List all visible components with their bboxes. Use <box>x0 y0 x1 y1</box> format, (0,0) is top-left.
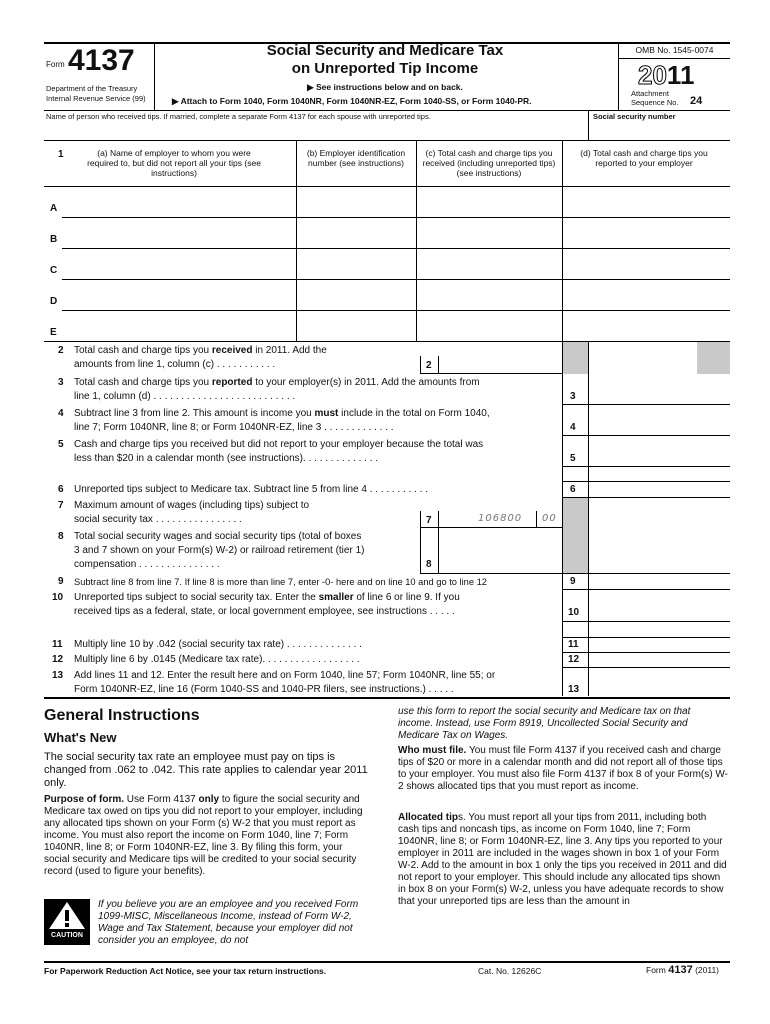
row-b-rule <box>62 248 730 249</box>
line-7-number: 7 <box>58 500 64 511</box>
col-c-header: (c) Total cash and charge tips you received (including unreported tips) (see instructions) <box>422 148 556 178</box>
row-a-employer-input[interactable] <box>66 201 294 215</box>
footer-form-id <box>646 964 719 976</box>
line-2-number: 2 <box>58 345 64 356</box>
line-5-input[interactable] <box>590 452 728 466</box>
line-7-text <box>74 499 414 527</box>
line-5-part1: Cash and charge tips you received but did not report to your employer because the total was <box>74 439 484 450</box>
line-8-part2: 3 and 7 shown on your Form(s) W-2) or railroad retirement (tier 1) <box>74 545 365 556</box>
line-6-input[interactable] <box>590 483 728 497</box>
line-3-leaders: . . . . . . . . . . . . . . . . . . . . . . . . . . <box>150 391 296 402</box>
name-input[interactable] <box>46 124 586 138</box>
general-instructions-heading: General Instructions <box>44 707 200 724</box>
line-3-rule <box>562 404 730 405</box>
row-d-tips-reported-input[interactable] <box>564 294 728 308</box>
line-13-part2: Form 1040NR-EZ, line 16 (Form 1040-SS and 1040-PR filers, see instructions.) <box>74 684 426 695</box>
row-a-ein-input[interactable] <box>298 201 414 215</box>
table-header-bottom <box>44 186 730 187</box>
purpose-text-2: to figure the social security and Medicare tax owed on tips you did not report to your employer, including any allocated tips shown on your Form (s) W-2 that you must report as income. You must also report the income on Form 1040, line 7; Form 1040NR, line 8; or Form 1040NR-EZ, line 3. By filing this form, your social security and Medicare tips will be credited to your social security record (used to figure your benefits). <box>44 794 363 877</box>
line-3-bold: reported <box>211 377 253 388</box>
row-label-d: D <box>50 296 58 307</box>
paperwork-notice: For Paperwork Reduction Act Notice, see your tax return instructions. <box>44 966 327 976</box>
line-5-text <box>74 438 560 466</box>
line-1-number: 1 <box>58 149 64 160</box>
col-b-right-rule <box>416 140 417 342</box>
line-9-input[interactable] <box>590 575 728 589</box>
line-3-part3: line 1, column (d) <box>74 391 151 402</box>
line-9-text: Subtract line 8 from line 7. If line 8 is more than line 7, enter -0- here and on line 10 and go to line 12 <box>74 577 487 587</box>
line-11-box-label: 11 <box>568 639 579 650</box>
line-3-number: 3 <box>58 377 64 388</box>
col-a-header: (a) Name of employer to whom you were required to, but did not report all your tips (see instructions) <box>87 148 261 178</box>
line-6-text <box>74 483 560 497</box>
name-row-bottom <box>44 140 730 141</box>
purpose-paragraph <box>44 794 370 878</box>
shaded-line2 <box>563 342 588 374</box>
form-title-line1: Social Security and Medicare Tax <box>266 42 504 59</box>
line-7-cents-divider <box>536 511 537 527</box>
col-b-header: (b) Employer identification number (see instructions) <box>306 148 406 168</box>
line-10-text <box>74 591 560 619</box>
tax-year-outline: 20 <box>638 60 667 90</box>
line-4-rule <box>562 435 730 436</box>
line-10-part2: of line 6 or line 9. If you <box>353 592 460 603</box>
line-12-leaders: . . . . . . . . . . . . . . . . . <box>265 654 360 665</box>
line-10-number: 10 <box>52 592 64 603</box>
form-number: 4137 <box>68 44 135 77</box>
line-10-part3: received tips as a federal, state, or local government employee, see instructions <box>74 606 427 617</box>
line-12-label: Multiply line 6 by .0145 (Medicare tax rate). <box>74 654 266 665</box>
row-a-tips-reported-input[interactable] <box>564 201 728 215</box>
line-2-box-label: 2 <box>426 360 432 371</box>
row-label-a: A <box>50 203 58 214</box>
line-13-part1: Add lines 11 and 12. Enter the result here and on Form 1040, line 57; Form 1040NR, line 55; or <box>74 670 496 681</box>
line-9-rule <box>562 589 730 590</box>
line-6-rule <box>562 497 730 498</box>
line-2-rule <box>420 373 562 374</box>
footer-year: (2011) <box>695 965 720 975</box>
header-divider-left <box>154 42 155 110</box>
line-13-number: 13 <box>52 670 64 681</box>
see-instructions: ▶ See instructions below and on back. <box>307 82 463 92</box>
line-6-top-rule <box>562 481 730 482</box>
line-5-box-label: 5 <box>570 453 576 464</box>
line-4-box-label: 4 <box>570 422 576 433</box>
row-c-tips-reported-input[interactable] <box>564 263 728 277</box>
row-c-rule <box>62 279 730 280</box>
line-6-box-label: 6 <box>570 484 576 495</box>
shaded-line2-amount <box>697 342 730 374</box>
warning-triangle-icon <box>44 899 90 931</box>
footer-form-word: Form <box>646 965 666 975</box>
row-b-tips-received-input[interactable] <box>418 232 560 246</box>
name-label: Name of person who received tips. If married, complete a separate Form 4137 for each spouse with unreported tips. <box>46 112 431 121</box>
line-4-number: 4 <box>58 408 64 419</box>
form-word: Form <box>46 60 65 69</box>
row-e-tips-received-input[interactable] <box>418 325 560 339</box>
line-11-label: Multiply line 10 by .042 (social security tax rate) <box>74 639 285 650</box>
row-d-ein-input[interactable] <box>298 294 414 308</box>
purpose-label: Purpose of form. <box>44 794 125 805</box>
line-4-text <box>74 407 560 435</box>
line-2-part3: amounts from line 1, column (c) <box>74 359 215 370</box>
line-13-leaders: . . . . . <box>425 684 454 695</box>
line-10-bold: smaller <box>318 592 354 603</box>
line-2-input[interactable] <box>440 359 560 373</box>
row-b-tips-reported-input[interactable] <box>564 232 728 246</box>
omb-rule <box>618 58 730 59</box>
line-7-part2: social security tax <box>74 514 153 525</box>
line-7-box-label: 7 <box>426 515 432 526</box>
line-5-rule <box>562 466 730 467</box>
line-2-part1: Total cash and charge tips you <box>74 345 212 356</box>
line-11-number: 11 <box>52 639 63 650</box>
mid-col-box-rule <box>438 356 439 374</box>
line-4-part2: include in the total on Form 1040, <box>338 408 490 419</box>
line-8-input[interactable] <box>440 558 560 572</box>
row-b-ein-input[interactable] <box>298 232 414 246</box>
amount-col-box-rule <box>588 341 589 696</box>
omb-number: OMB No. 1545-0074 <box>635 45 714 55</box>
ssn-label: Social security number <box>593 112 676 121</box>
allocated-tips-text: s. You must report all your tips from 2011, including both cash tips and noncash tips, as income on Form 1040, line 7; Form 1040NR, line 8; or Form 1040NR-EZ, line 3. Any tips you reported to your employer in 2011 are included in the wages shown in box 1 of your Form W-2. Add to the amount in box 1 only the tips you received in 2011 and did not report to your employer. This should include any allocated tips shown in box 8 on your Form(s) W-2, unless you have adequate records to show that your unreported tips are less than the amount in <box>398 812 727 907</box>
row-a-rule <box>62 217 730 218</box>
col-a-right-rule <box>296 140 297 342</box>
line-8-leaders: . . . . . . . . . . . . . . . <box>136 559 220 570</box>
line-12-input[interactable] <box>590 653 728 667</box>
line-10-part1: Unreported tips subject to social security tax. Enter the <box>74 592 319 603</box>
row-e-tips-reported-input[interactable] <box>564 325 728 339</box>
whats-new-heading: What's New <box>44 730 117 745</box>
department: Department of the Treasury <box>46 84 138 93</box>
line-13-input[interactable] <box>590 683 728 697</box>
form-8919-note: use this form to report the social security and Medicare tax on that income. Instead, use Form 8919, Uncollected Social Security and Medicare Tax on Wages. <box>398 706 691 741</box>
line-7-leaders: . . . . . . . . . . . . . . . . <box>152 514 242 525</box>
row-label-c: C <box>50 265 58 276</box>
caution-text: If you believe you are an employee and you received Form 1099-MISC, Miscellaneous Income, instead of Form W-2, Wage and Tax Statement, because your employer did not consider you an employee, do not <box>98 899 359 946</box>
line-10-box-label: 10 <box>568 607 580 618</box>
line-2-text <box>74 344 410 372</box>
row-c-employer-input[interactable] <box>66 263 294 277</box>
line-8-box-label: 8 <box>426 559 432 570</box>
catalog-number: Cat. No. 12626C <box>478 966 542 976</box>
line-3-input[interactable] <box>590 390 728 404</box>
row-label-b: B <box>50 234 58 245</box>
lines-bottom-rule <box>44 697 730 699</box>
allocated-tips-label: Allocated tip <box>398 812 459 823</box>
line-8-part3: compensation <box>74 559 137 570</box>
row-c-tips-received-input[interactable] <box>418 263 560 277</box>
line-7-value[interactable]: 106800 <box>478 513 523 524</box>
line-7-cents[interactable]: 00 <box>542 513 557 524</box>
purpose-only: only <box>198 794 220 805</box>
line-9-number: 9 <box>58 576 64 587</box>
line-6-number: 6 <box>58 484 64 495</box>
line-5-part2: less than $20 in a calendar month (see instructions). <box>74 453 306 464</box>
sequence-number: 24 <box>690 95 703 107</box>
line-6-leaders: . . . . . . . . . . . <box>366 484 429 495</box>
name-row-top <box>44 110 730 111</box>
line-4-part1: Subtract line 3 from line 2. This amount is income you <box>74 408 315 419</box>
row-e-employer-input[interactable] <box>66 325 294 339</box>
row-c-ein-input[interactable] <box>298 263 414 277</box>
line-6-label: Unreported tips subject to Medicare tax. Subtract line 5 from line 4 <box>74 484 367 495</box>
line-8-rule <box>420 573 730 574</box>
row-e-rule <box>44 341 730 342</box>
line-11-leaders: . . . . . . . . . . . . . . <box>284 639 362 650</box>
line-9-box-label: 9 <box>570 576 576 587</box>
who-must-file <box>398 745 728 793</box>
line-7-rule <box>420 527 562 528</box>
line-10-rule <box>562 621 730 622</box>
row-a-tips-received-input[interactable] <box>418 201 560 215</box>
line-5-leaders: . . . . . . . . . . . . . <box>305 453 379 464</box>
who-must-file-text: You must file Form 4137 if you received cash and charge tips of $20 or more in a calendar month and did not report all of those tips to your employer. You must also file Form 4137 if box 8 of your Form(s) W-2 shows allocated tips that you must report as income. <box>398 745 728 792</box>
line-10-leaders: . . . . . <box>426 606 455 617</box>
line-3-text <box>74 376 560 404</box>
line-4-input[interactable] <box>590 421 728 435</box>
row-b-employer-input[interactable] <box>66 232 294 246</box>
whats-new-text: The social security tax rate an employee must pay on tips is changed from .062 to .042. This rate applies to calendar year 2011 only. <box>44 751 368 789</box>
attachment-label: Attachment <box>631 89 669 98</box>
col-c-right-rule <box>562 140 563 342</box>
line-12-rule <box>562 667 730 668</box>
line-3-part2: to your employer(s) in 2011. Add the amounts from <box>252 377 480 388</box>
line-2-leaders: . . . . . . . . . . . <box>214 359 276 370</box>
form-title-line2: on Unreported Tip Income <box>291 60 479 77</box>
caution-icon <box>44 899 90 945</box>
line-4-part3: line 7; Form 1040NR, line 8; or Form 1040NR-EZ, line 3 <box>74 422 322 433</box>
line-13-box-label: 13 <box>568 684 580 695</box>
line-11-text <box>74 638 560 652</box>
line-3-box-label: 3 <box>570 391 576 402</box>
row-d-tips-received-input[interactable] <box>418 294 560 308</box>
row-e-ein-input[interactable] <box>298 325 414 339</box>
who-must-file-label: Who must file. <box>398 745 467 756</box>
row-d-employer-input[interactable] <box>66 294 294 308</box>
mid-col-left-rule <box>420 356 421 374</box>
purpose-text-1: Use Form 4137 <box>124 794 199 805</box>
tax-year-bold: 11 <box>666 60 695 90</box>
caution-word: CAUTION <box>51 932 83 939</box>
row-d-rule <box>62 310 730 311</box>
shaded-lines-7-8 <box>563 497 588 573</box>
line-12-text <box>74 653 560 667</box>
line-12-box-label: 12 <box>568 654 580 665</box>
line-11-input[interactable] <box>590 638 728 652</box>
mid-col-left-rule-7-8 <box>420 511 421 573</box>
line-4-leaders: . . . . . . . . . . . . . <box>321 422 394 433</box>
line-5-number: 5 <box>58 439 64 450</box>
line-10-input[interactable] <box>590 606 728 620</box>
line-8-number: 8 <box>58 531 64 542</box>
tax-year <box>638 60 694 90</box>
line-13-text <box>74 669 560 697</box>
line-7-part1: Maximum amount of wages (including tips) subject to <box>74 500 310 511</box>
col-d-header: (d) Total cash and charge tips you reported to your employer <box>580 148 708 168</box>
line-8-text <box>74 530 414 572</box>
mid-col-box-rule-7-8 <box>438 511 439 573</box>
line-2-part2: in 2011. Add the <box>252 345 327 356</box>
ssn-input[interactable] <box>592 124 728 138</box>
footer-rule <box>44 961 730 963</box>
line-12-number: 12 <box>52 654 64 665</box>
line-8-part1: Total social security wages and social security tips (total of boxes <box>74 531 362 542</box>
line-3-part1: Total cash and charge tips you <box>74 377 212 388</box>
irs-label: Internal Revenue Service (99) <box>46 94 146 103</box>
allocated-tips <box>398 812 728 908</box>
ssn-divider <box>588 110 589 140</box>
row-label-e: E <box>50 327 57 338</box>
sequence-label: Sequence No. <box>631 98 679 107</box>
line-2-bold: received <box>211 345 253 356</box>
line-4-bold: must <box>314 408 339 419</box>
footer-form-number: 4137 <box>668 964 693 976</box>
attach-instructions: ▶ Attach to Form 1040, Form 1040NR, Form 1040NR-EZ, Form 1040-SS, or Form 1040-PR. <box>172 96 532 106</box>
